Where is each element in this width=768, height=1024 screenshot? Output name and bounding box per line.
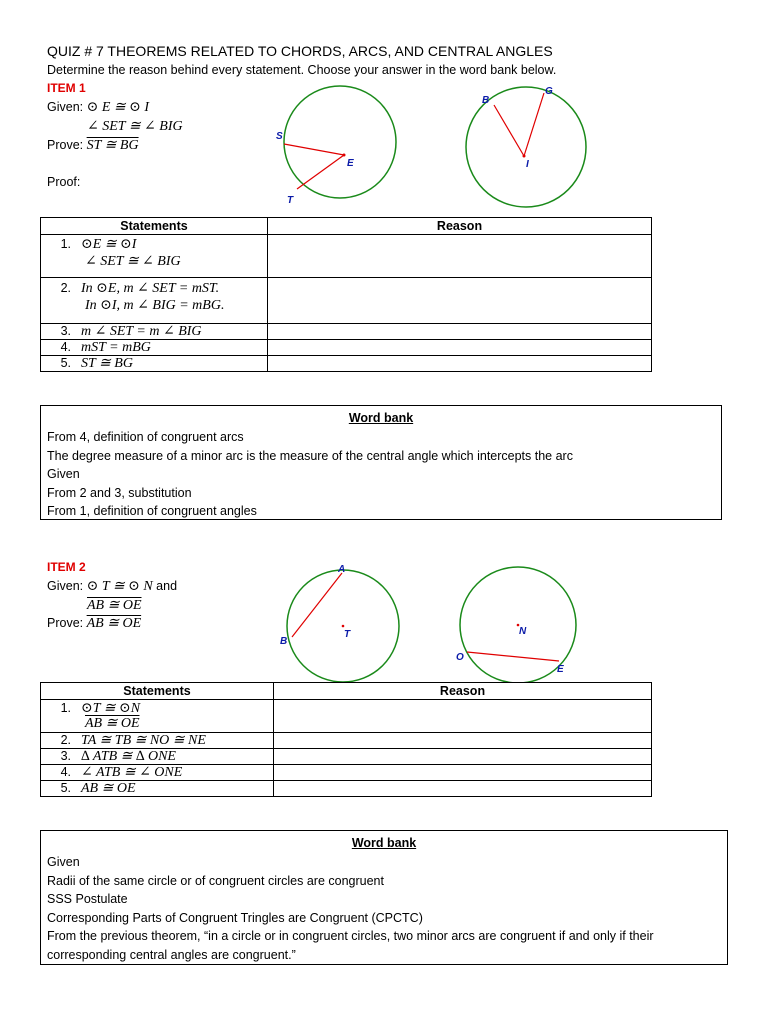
chord-ab — [292, 573, 342, 637]
word-bank-item: Radii of the same circle or of congruent circles are congruent — [47, 873, 384, 888]
reason-cell[interactable] — [274, 749, 652, 765]
statement: ST ≅ BG — [81, 356, 133, 371]
reason-cell[interactable] — [268, 324, 652, 340]
table-row: 3. m ∠ SET = m ∠ BIG — [41, 324, 652, 340]
given-circles: ⊙ T ≅ ⊙ N — [86, 579, 153, 594]
statement: ⊙T ≅ ⊙N — [81, 701, 141, 716]
item1-diagram — [270, 85, 600, 210]
label-t: T — [287, 195, 294, 206]
table-row: 2. In ⊙E, m ∠ SET = mST. In ⊙I, m ∠ BIG = mBG. — [41, 278, 652, 324]
reason-cell[interactable] — [274, 733, 652, 749]
item2-heading: ITEM 2 — [47, 560, 86, 574]
item1-word-bank — [40, 405, 722, 520]
label-b: B — [482, 95, 490, 106]
proof-label: Proof: — [47, 175, 81, 189]
item1-given — [47, 99, 149, 116]
instructions: Determine the reason behind every statement. Choose your answer in the word bank below. — [47, 63, 557, 77]
item2-proof-table — [40, 682, 652, 797]
item2-given-chords: AB ≅ OE — [87, 598, 142, 613]
reason-cell[interactable] — [274, 781, 652, 797]
item2-word-bank — [40, 830, 728, 965]
radius-es — [284, 144, 344, 155]
reason-cell[interactable] — [268, 356, 652, 372]
center-i — [523, 155, 526, 158]
statement: AB ≅ OE — [85, 716, 140, 731]
prove-statement: ST ≅ BG — [86, 138, 139, 153]
table-row: 5. ST ≅ BG — [41, 356, 652, 372]
word-bank-item: Corresponding Parts of Congruent Tringles are Congruent (CPCTC) — [47, 910, 423, 925]
quiz-title: QUIZ # 7 THEOREMS RELATED TO CHORDS, ARCS, AND CENTRAL ANGLES — [47, 43, 553, 59]
label-a: A — [338, 564, 346, 575]
given-circles: ⊙ E ≅ ⊙ I — [86, 100, 150, 115]
given-label: Given: — [47, 579, 84, 593]
col-statements: Statements — [41, 218, 268, 235]
item2-diagram — [278, 562, 588, 682]
prove-statement: AB ≅ OE — [86, 616, 142, 631]
reason-cell[interactable] — [268, 235, 652, 278]
table-row: 1. ⊙T ≅ ⊙N AB ≅ OE — [41, 700, 652, 733]
center-t — [342, 625, 345, 628]
table-row: 3. ∆ ATB ≅ ∆ ONE — [41, 749, 652, 765]
reason-cell[interactable] — [268, 340, 652, 356]
word-bank-item: Given — [47, 467, 80, 482]
word-bank-item: From 2 and 3, substitution — [47, 485, 192, 500]
prove-label: Prove: — [47, 616, 84, 630]
item1-prove — [47, 137, 139, 154]
table-row: 5. AB ≅ OE — [41, 781, 652, 797]
statement: m ∠ SET = m ∠ BIG — [81, 324, 202, 339]
word-bank-item: corresponding central angles are congruent.” — [47, 947, 296, 962]
item2-prove — [47, 615, 141, 632]
word-bank-item: From 1, definition of congruent angles — [47, 504, 257, 519]
label-i: I — [526, 159, 529, 170]
label-b: B — [280, 636, 288, 647]
word-bank-item: SSS Postulate — [47, 892, 128, 907]
statement: ∆ ATB ≅ ∆ ONE — [81, 749, 176, 764]
statement: TA ≅ TB ≅ NO ≅ NE — [81, 733, 206, 748]
label-o: O — [456, 652, 464, 663]
label-n: N — [519, 626, 527, 637]
word-bank-title: Word bank — [351, 836, 417, 850]
reason-cell[interactable] — [274, 700, 652, 733]
word-bank-item: From the previous theorem, “in a circle or in congruent circles, two minor arcs are congruent if and only if their — [47, 929, 654, 944]
col-statements: Statements — [41, 683, 274, 700]
label-e: E — [347, 158, 354, 169]
item1-heading: ITEM 1 — [47, 81, 86, 95]
word-bank-item: Given — [47, 855, 80, 869]
table-row: 4. mST = mBG — [41, 340, 652, 356]
table-row: 2. TA ≅ TB ≅ NO ≅ NE — [41, 733, 652, 749]
given-and: and — [156, 579, 178, 593]
given-label: Given: — [47, 100, 84, 114]
statement: ∠ SET ≅ ∠ BIG — [85, 254, 181, 269]
circle-e — [284, 86, 396, 198]
radius-ib — [494, 105, 524, 156]
radius-et — [297, 155, 344, 189]
center-e — [343, 154, 346, 157]
prove-label: Prove: — [47, 138, 84, 152]
item1-proof-table — [40, 217, 652, 372]
table-row: 1. ⊙E ≅ ⊙I ∠ SET ≅ ∠ BIG — [41, 235, 652, 278]
label-t: T — [344, 629, 351, 640]
statement: mST = mBG — [81, 340, 151, 355]
table-row: 4. ∠ ATB ≅ ∠ ONE — [41, 765, 652, 781]
item1-given-angles: ∠ SET ≅ ∠ BIG — [87, 119, 183, 134]
col-reason: Reason — [268, 218, 652, 235]
label-s: S — [276, 131, 283, 142]
chord-oe — [467, 652, 559, 661]
word-bank-item: From 4, definition of congruent arcs — [47, 430, 244, 444]
label-g: G — [545, 86, 553, 97]
word-bank-title: Word bank — [348, 411, 414, 425]
statement: AB ≅ OE — [81, 781, 136, 796]
item2-given — [47, 578, 177, 595]
radius-ig — [524, 93, 544, 156]
label-e: E — [557, 664, 564, 675]
reason-cell[interactable] — [274, 765, 652, 781]
reason-cell[interactable] — [268, 278, 652, 324]
col-reason: Reason — [274, 683, 652, 700]
statement: ⊙E ≅ ⊙I — [81, 237, 137, 252]
statement: ∠ ATB ≅ ∠ ONE — [81, 765, 183, 780]
word-bank-item: The degree measure of a minor arc is the measure of the central angle which intercepts the arc — [47, 448, 573, 463]
statement: In ⊙E, m ∠ SET = mST. — [81, 281, 220, 296]
statement: In ⊙I, m ∠ BIG = mBG. — [85, 298, 225, 313]
